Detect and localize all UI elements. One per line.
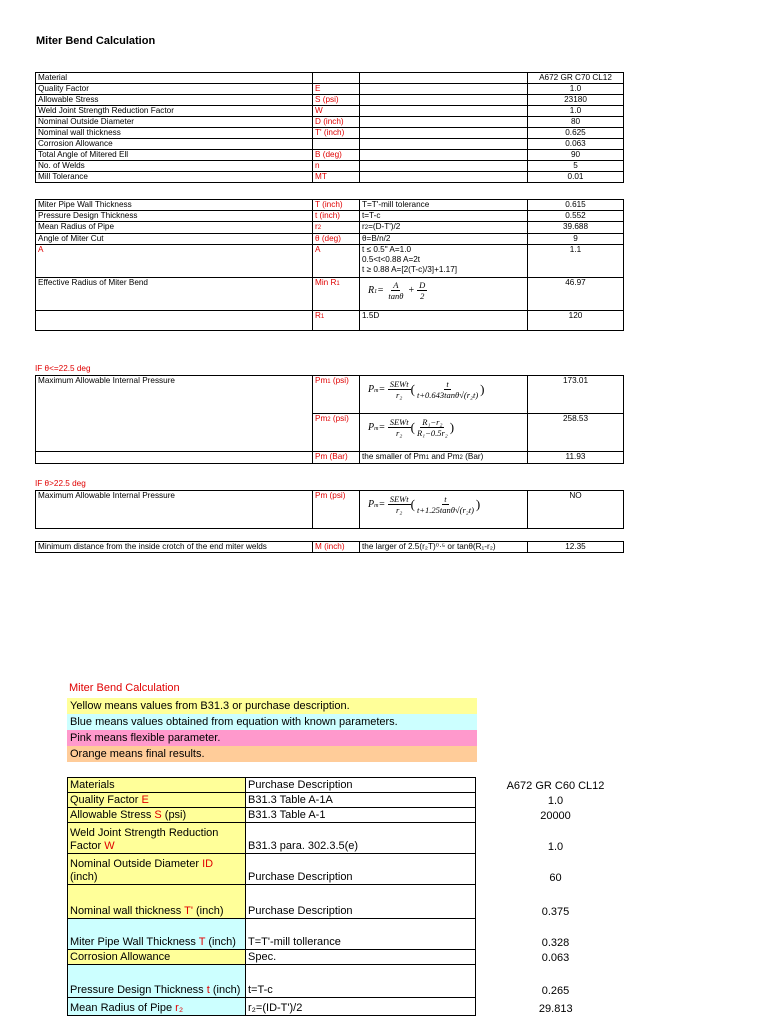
label-unit: (psi) <box>161 809 187 821</box>
input-row <box>36 150 624 161</box>
row-value: 120 <box>528 311 624 331</box>
param-desc: T=T'-mill tollerance <box>246 919 476 950</box>
f-lhs: P <box>368 383 375 395</box>
row-label <box>36 311 313 331</box>
row-value: 1.0 <box>528 106 624 117</box>
row-symbol: S (psi) <box>313 95 360 106</box>
row-desc <box>360 161 528 172</box>
row-label: Effective Radius of Miter Bend <box>36 278 313 311</box>
row-label: Mill Tolerance <box>36 172 313 183</box>
input-row <box>36 172 624 183</box>
f-inner-den: R₁−0.5r₂ <box>416 428 448 438</box>
f-lhs-sub: 1 <box>374 288 378 295</box>
row-desc: θ=B/n/2 <box>360 234 528 245</box>
label-symbol: T <box>198 936 206 948</box>
label-text: Pressure Design Thickness <box>70 984 207 996</box>
param-desc: r₂=(ID-T')/2 <box>246 998 476 1016</box>
row-desc <box>360 117 528 128</box>
label-symbol: t <box>206 984 210 996</box>
f-num: SEWt <box>389 417 409 427</box>
row-value: 39.688 <box>528 222 624 234</box>
f-inner-num: t <box>444 494 447 504</box>
row-label: Corrosion Allowance <box>36 139 313 150</box>
label-text: Miter Pipe Wall Thickness <box>70 936 199 948</box>
param-label <box>68 808 246 823</box>
f-lhs-sub: m <box>374 387 379 394</box>
r1-formula <box>360 278 528 311</box>
row-value: 0.625 <box>528 128 624 139</box>
label-text: Quality Factor <box>70 794 142 806</box>
f-num1: A <box>393 280 399 290</box>
param-row <box>68 793 636 808</box>
row-value: 0.063 <box>528 139 624 150</box>
calc-table <box>35 199 624 331</box>
m-table <box>35 541 624 553</box>
row-value: 5 <box>528 161 624 172</box>
input-row <box>36 128 624 139</box>
sheet2-table <box>67 777 636 1016</box>
row-symbol: D (inch) <box>313 117 360 128</box>
row-value: 12.35 <box>528 542 624 553</box>
param-row <box>68 998 636 1016</box>
param-label <box>68 823 246 854</box>
r1b-row <box>36 311 624 331</box>
row-symbol: t (inch) <box>313 211 360 222</box>
row-symbol <box>313 139 360 150</box>
row-symbol <box>313 414 360 452</box>
pmbar-row <box>36 452 624 464</box>
legend-item: Orange means final results. <box>67 746 477 762</box>
row-symbol: θ (deg) <box>313 234 360 245</box>
label-text: Nominal wall thickness <box>70 905 185 917</box>
sheet1-title: Miter Bend Calculation <box>36 35 156 47</box>
param-row <box>68 950 636 965</box>
param-label <box>68 854 246 885</box>
input-row <box>36 95 624 106</box>
param-value: 0.328 <box>541 936 570 949</box>
row-value: 173.01 <box>528 376 624 414</box>
symbol-main: Pm <box>315 414 328 423</box>
param-desc: Purchase Description <box>246 778 476 793</box>
param-row <box>68 778 636 793</box>
label-unit: (inch) <box>205 936 236 948</box>
symbol-unit: (psi) <box>330 376 349 385</box>
legend-item: Pink means flexible parameter. <box>67 730 477 746</box>
calc-row <box>36 200 624 211</box>
row-value: NO <box>528 491 624 529</box>
symbol-sub: 1 <box>320 314 325 320</box>
param-value: 0.265 <box>541 984 570 997</box>
input-row <box>36 117 624 128</box>
row-desc <box>360 222 528 234</box>
label-text: Materials <box>70 779 115 791</box>
symbol-main: Pm <box>315 376 328 385</box>
row-desc <box>360 128 528 139</box>
desc-sub: 2 <box>364 225 369 231</box>
row-label: A <box>36 245 313 278</box>
row-label <box>36 452 313 464</box>
m-row <box>36 542 624 553</box>
param-desc: Spec. <box>246 950 476 965</box>
row-label: Maximum Allowable Internal Pressure <box>36 376 313 452</box>
label-text: Mean Radius of Pipe <box>70 1002 176 1014</box>
legend-item: Blue means values obtained from equation with known parameters. <box>67 714 477 730</box>
symbol-sub: 2 <box>317 225 322 231</box>
label-symbol: E <box>141 794 149 806</box>
label-text: Nominal Outside Diameter <box>70 858 203 870</box>
row-symbol: T (inch) <box>313 200 360 211</box>
row-value: 9 <box>528 234 624 245</box>
param-value: 60 <box>549 871 562 884</box>
row-value: 11.93 <box>528 452 624 464</box>
row-symbol: M (inch) <box>313 542 360 553</box>
f-plus: + <box>407 284 415 296</box>
param-value: 29.813 <box>538 1002 573 1015</box>
row-desc: t=T-c <box>360 211 528 222</box>
row-value: 1.0 <box>528 84 624 95</box>
row-value: 258.53 <box>528 414 624 452</box>
row-value: 1.1 <box>528 245 624 278</box>
label-symbol: T' <box>184 905 193 917</box>
f-lhs-sub: m <box>374 502 379 509</box>
row-label: Quality Factor <box>36 84 313 95</box>
row-desc: T=T'-mill tolerance <box>360 200 528 211</box>
param-desc: B31.3 Table A-1 <box>246 808 476 823</box>
row-label: Angle of Miter Cut <box>36 234 313 245</box>
a-rule-1: t ≤ 0.5" A=1.0 <box>362 245 412 254</box>
row-label: Miter Pipe Wall Thickness <box>36 200 313 211</box>
condition-label-1: IF θ<=22.5 deg <box>35 364 91 373</box>
row-desc <box>360 106 528 117</box>
param-desc: B31.3 Table A-1A <box>246 793 476 808</box>
param-value: 0.375 <box>541 905 570 918</box>
condition-label-2: IF θ>22.5 deg <box>35 479 86 488</box>
row-symbol <box>313 311 360 331</box>
pm1-row <box>36 376 624 414</box>
row-label: Minimum distance from the inside crotch of the end miter welds <box>36 542 313 553</box>
row-label: Total Angle of Mitered Ell <box>36 150 313 161</box>
row-symbol: B (deg) <box>313 150 360 161</box>
param-row <box>68 808 636 823</box>
row-value: 90 <box>528 150 624 161</box>
param-value: A672 GR C60 CL12 <box>506 779 605 792</box>
row-value: A672 GR C70 CL12 <box>528 73 624 84</box>
row-symbol <box>313 222 360 234</box>
label-symbol: r₂ <box>175 1002 184 1014</box>
row-desc <box>360 139 528 150</box>
f-eq: = <box>378 383 386 395</box>
row-desc: 1.5D <box>360 311 528 331</box>
desc-mid: and Pm <box>429 452 460 461</box>
row-label: Mean Radius of Pipe <box>36 222 313 234</box>
row-label: Nominal wall thickness <box>36 128 313 139</box>
pm3-row <box>36 491 624 529</box>
input-row <box>36 73 624 84</box>
label-unit: (inch) <box>209 984 241 996</box>
f-den: r₂ <box>396 505 403 515</box>
f-lhs: P <box>368 421 375 433</box>
row-value: 23180 <box>528 95 624 106</box>
label-unit: (inch) <box>192 905 224 917</box>
a-rule-3: t ≥ 0.88 A=[2(T-c)/3]+1.17] <box>362 265 458 274</box>
desc-main: the smaller of Pm <box>362 452 426 461</box>
symbol-main: R <box>315 311 321 320</box>
label-symbol: W <box>104 840 115 852</box>
f-inner-den: t+0.643tanθ√(r₂t) <box>416 390 479 400</box>
legend-item: Yellow means values from B31.3 or purchase description. <box>67 698 477 714</box>
f-den1: tanθ <box>388 291 404 301</box>
row-symbol: n <box>313 161 360 172</box>
pm3-table <box>35 490 624 529</box>
pm1-formula: Pm= $\frac{\text{SEWt}}{\text{r₂}}$ ( $\frac{t}{\text{t+0.643tanθ√(r₂t)}}$ ) <box>360 376 528 414</box>
param-row <box>68 919 636 950</box>
symbol-sub: 2 <box>327 417 331 423</box>
calc-row <box>36 211 624 222</box>
param-label <box>68 793 246 808</box>
pm-table <box>35 375 624 464</box>
f-den: r₂ <box>396 390 403 400</box>
inputs-table <box>35 72 624 183</box>
row-desc: the larger of 2.5(r₂T)⁰·⁵ or tanθ(R₁-r₂) <box>360 542 528 553</box>
row-label: Weld Joint Strength Reduction Factor <box>36 106 313 117</box>
desc-main: r <box>362 222 365 231</box>
row-label: Material <box>36 73 313 84</box>
param-value: 1.0 <box>547 794 564 807</box>
param-row <box>68 965 636 998</box>
calc-row <box>36 234 624 245</box>
label-unit: (inch) <box>70 871 98 883</box>
label-symbol: S <box>154 809 162 821</box>
param-row <box>68 854 636 885</box>
f-den: r₂ <box>396 428 403 438</box>
f-inner-num: R₁−r₂ <box>422 417 443 427</box>
pm2-formula: Pm= $\frac{\text{SEWt}}{\text{r₂}}$ ( $\frac{\text{R₁−r₂}}{\text{R₁−0.5r₂}}$ ) <box>360 414 528 452</box>
param-desc: B31.3 para. 302.3.5(e) <box>246 823 476 854</box>
param-desc: Purchase Description <box>246 854 476 885</box>
param-label <box>68 998 246 1016</box>
calc-row <box>36 222 624 234</box>
label-text: Corrosion Allowance <box>70 951 171 963</box>
r1-row <box>36 278 624 311</box>
row-desc <box>360 150 528 161</box>
row-label: Allowable Stress <box>36 95 313 106</box>
row-symbol: W <box>313 106 360 117</box>
row-value: 0.01 <box>528 172 624 183</box>
row-desc <box>360 452 528 464</box>
param-label <box>68 885 246 919</box>
param-value: 0.063 <box>541 951 570 964</box>
row-symbol <box>313 376 360 414</box>
f-lhs: P <box>368 498 375 510</box>
f-num: SEWt <box>389 379 409 389</box>
row-desc <box>360 95 528 106</box>
row-value: 46.97 <box>528 278 624 311</box>
row-symbol: E <box>313 84 360 95</box>
f-den2: 2 <box>420 291 425 301</box>
label-symbol: ID <box>202 858 214 870</box>
param-desc: Purchase Description <box>246 885 476 919</box>
label-text: Weld Joint Strength Reduction Factor <box>70 827 219 852</box>
desc-rest: =(D-T')/2 <box>368 222 401 231</box>
row-label: No. of Welds <box>36 161 313 172</box>
row-symbol: A <box>313 245 360 278</box>
param-row <box>68 823 636 854</box>
row-symbol <box>313 278 360 311</box>
f-eq: = <box>378 498 386 510</box>
row-desc <box>360 73 528 84</box>
f-inner-num: t <box>446 379 449 389</box>
desc-sub: 2 <box>459 455 463 461</box>
row-value: 0.615 <box>528 200 624 211</box>
symbol-main: Min R <box>315 278 337 287</box>
f-eq: = <box>377 284 384 296</box>
param-label <box>68 965 246 998</box>
row-desc <box>360 245 528 278</box>
label-text: Allowable Stress <box>70 809 155 821</box>
row-label: Maximum Allowable Internal Pressure <box>36 491 313 529</box>
row-label: Nominal Outside Diameter <box>36 117 313 128</box>
row-symbol: T' (inch) <box>313 128 360 139</box>
pm3-formula: Pm= $\frac{\text{SEWt}}{\text{r₂}}$ ( $\frac{t}{\text{t+1.25tanθ√(r₂t)}}$ ) <box>360 491 528 529</box>
f-num: SEWt <box>389 494 409 504</box>
input-row <box>36 84 624 95</box>
input-row <box>36 161 624 172</box>
input-row <box>36 106 624 117</box>
row-desc <box>360 172 528 183</box>
row-symbol: Pm (Bar) <box>313 452 360 464</box>
row-symbol <box>313 73 360 84</box>
f-inner-den: t+1.25tanθ√(r₂t) <box>416 505 474 515</box>
param-label <box>68 919 246 950</box>
row-label: Pressure Design Thickness <box>36 211 313 222</box>
row-desc <box>360 84 528 95</box>
f-num2: D <box>419 280 426 290</box>
f-lhs: R <box>368 284 375 296</box>
a-row <box>36 245 624 278</box>
row-symbol: Pm (psi) <box>313 491 360 529</box>
param-label <box>68 778 246 793</box>
row-symbol: MT <box>313 172 360 183</box>
sheet2-title: Miter Bend Calculation <box>69 682 180 694</box>
param-value: 20000 <box>540 809 571 822</box>
f-lhs-sub: m <box>374 425 379 432</box>
symbol-unit: (psi) <box>330 414 349 423</box>
param-label <box>68 950 246 965</box>
desc-sub: 1 <box>425 455 430 461</box>
row-value: 0.552 <box>528 211 624 222</box>
a-rule-2: 0.5<t<0.88 A=2t <box>362 255 421 264</box>
f-eq: = <box>378 421 386 433</box>
input-row <box>36 139 624 150</box>
param-row <box>68 885 636 919</box>
desc-end: (Bar) <box>462 452 484 461</box>
row-value: 80 <box>528 117 624 128</box>
param-desc: t=T-c <box>246 965 476 998</box>
symbol-sub: 1 <box>336 281 340 287</box>
param-value: 1.0 <box>547 840 564 853</box>
symbol-main: r <box>315 222 318 231</box>
symbol-sub: 1 <box>327 379 331 385</box>
